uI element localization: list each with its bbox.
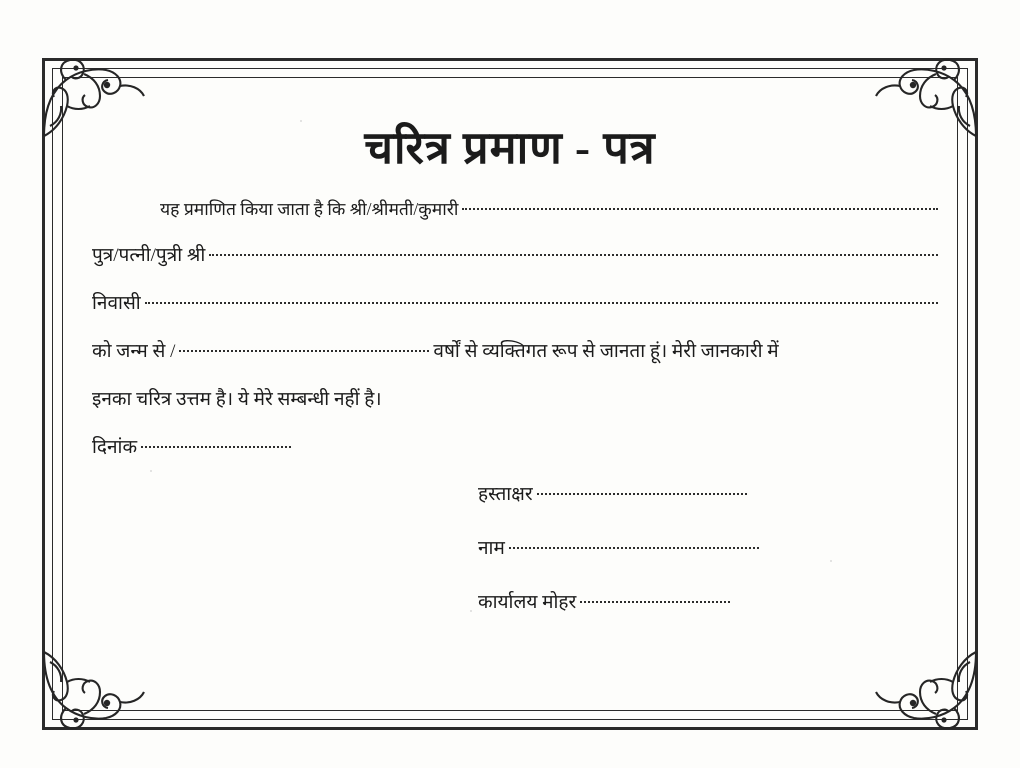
fill-in-blank[interactable]: [462, 208, 938, 210]
field-label-certify: यह प्रमाणित किया जाता है कि श्री/श्रीमती/कुमारी: [160, 199, 459, 219]
field-row-signature: [478, 484, 942, 506]
fill-in-blank[interactable]: [141, 446, 291, 448]
certificate-body: [78, 199, 942, 614]
signature-block: [78, 484, 942, 614]
field-label-name: नाम: [478, 538, 505, 560]
field-row-resident: [78, 293, 942, 315]
fill-in-blank[interactable]: [145, 302, 938, 304]
statement-text-character: इनका चरित्र उत्तम है। ये मेरे सम्बन्धी नहीं है।: [92, 388, 382, 410]
field-label-office-seal: कार्यालय मोहर: [478, 592, 577, 614]
fill-in-blank[interactable]: [209, 254, 938, 256]
fill-in-blank[interactable]: [179, 350, 429, 352]
scan-speck: [690, 300, 692, 302]
field-row-known-years: [78, 341, 942, 363]
field-text-known-years-tail: वर्षों से व्यक्तिगत रूप से जानता हूं। मेरी जानकारी में: [433, 340, 779, 362]
field-row-relation: [78, 245, 942, 267]
fill-in-blank[interactable]: [537, 493, 747, 495]
field-label-relation: पुत्र/पत्नी/पुत्री श्री: [92, 245, 206, 267]
scan-speck: [150, 470, 152, 472]
scan-speck: [830, 560, 832, 562]
field-label-resident: निवासी: [92, 292, 141, 314]
scan-speck: [470, 610, 472, 612]
scan-speck: [300, 120, 302, 122]
statement-row-character: [78, 389, 942, 411]
field-row-office-seal: [478, 592, 942, 614]
field-row-name: [478, 538, 942, 560]
field-label-date: दिनांक: [92, 436, 138, 458]
field-label-known-years: को जन्म से /: [92, 340, 176, 362]
field-label-signature: हस्ताक्षर: [478, 484, 533, 506]
fill-in-blank[interactable]: [509, 547, 759, 549]
certificate-content: [78, 92, 942, 698]
field-row-date: [78, 437, 942, 459]
field-row-certify: [78, 199, 942, 219]
page-title: चरित्र प्रमाण - पत्र: [364, 123, 656, 173]
fill-in-blank[interactable]: [580, 601, 730, 603]
